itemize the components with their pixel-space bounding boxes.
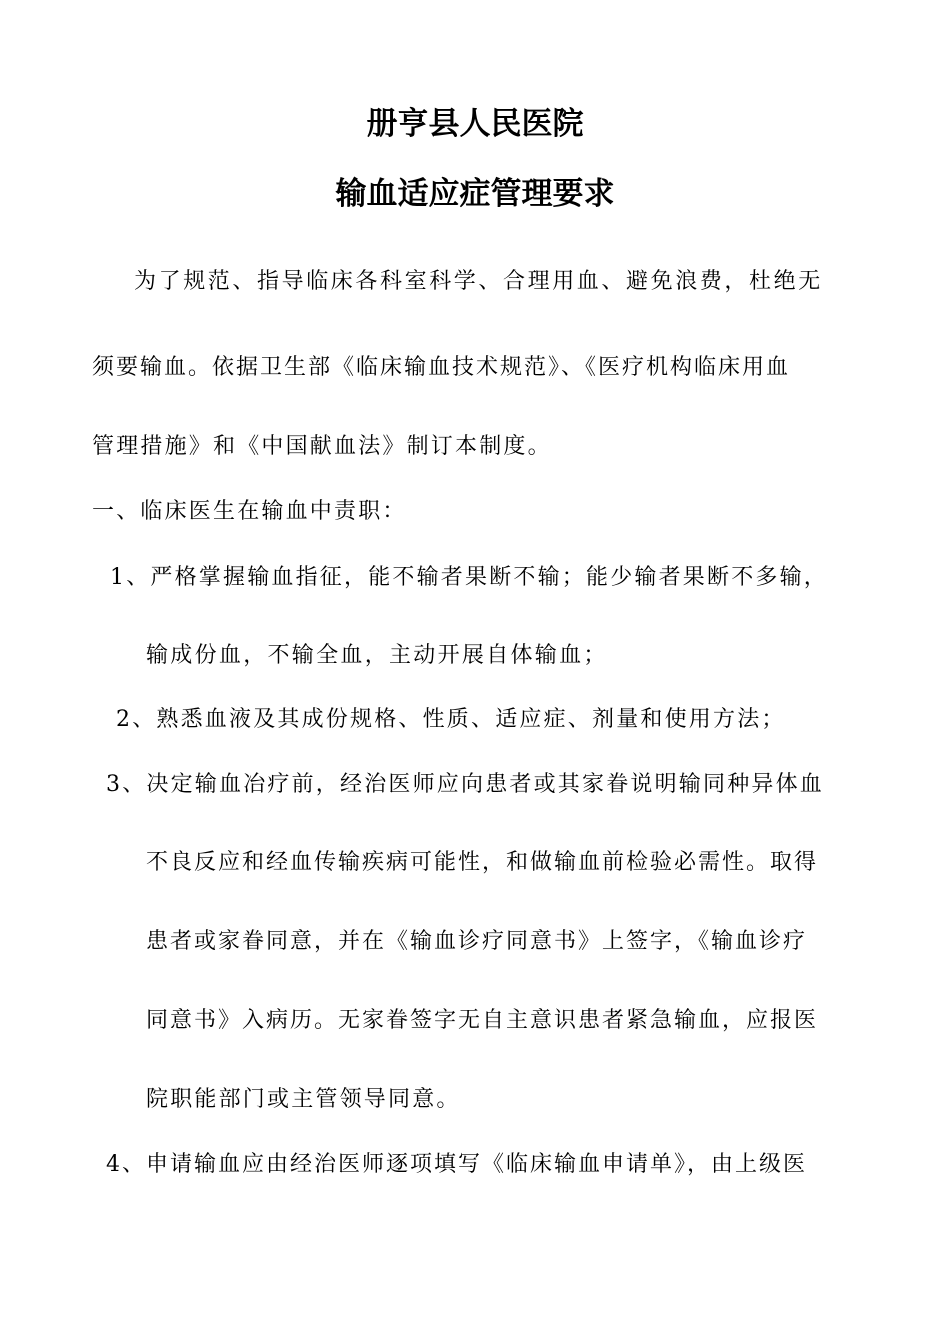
list-item-line: 3、决定输血冶疗前，经治医师应向患者或其家眷说明输同种异体血 — [106, 772, 824, 797]
list-item-line: 院职能部门或主管领导同意。 — [146, 1087, 461, 1112]
intro-line: 为了规范、指导临床各科室科学、合理用血、避免浪费，杜绝无 — [134, 269, 823, 294]
list-item-line: 2、熟悉血液及其成份规格、性质、适应症、剂量和使用方法； — [116, 707, 786, 732]
intro-line: 须要输血。依据卫生部《临床输血技术规范》、《医疗机构临床用血 — [92, 355, 791, 380]
list-item-line: 1、严格掌握输血指征，能不输者果断不输；能少输者果断不多输， — [110, 565, 828, 590]
list-item-line: 不良反应和经血传输疾病可能性，和做输血前检验必需性。取得 — [146, 850, 819, 875]
section-heading: 一、临床医生在输血中责职： — [92, 499, 407, 524]
list-item-line: 4、申请输血应由经治医师逐项填写《临床输血申请单》，由上级医 — [106, 1152, 807, 1177]
list-item-line: 患者或家眷同意，并在《输血诊疗同意书》上签字，《输血诊疗 — [146, 929, 808, 954]
list-item-line: 输成份血，不输全血，主动开展自体输血； — [146, 643, 608, 668]
hospital-name: 册亨县人民医院 — [366, 106, 584, 142]
intro-line: 管理措施》和《中国献血法》制订本制度。 — [92, 434, 552, 459]
document-title: 输血适应症管理要求 — [335, 176, 615, 212]
list-item-line: 同意书》入病历。无家眷签字无自主意识患者紧急输血，应报医 — [146, 1008, 819, 1033]
